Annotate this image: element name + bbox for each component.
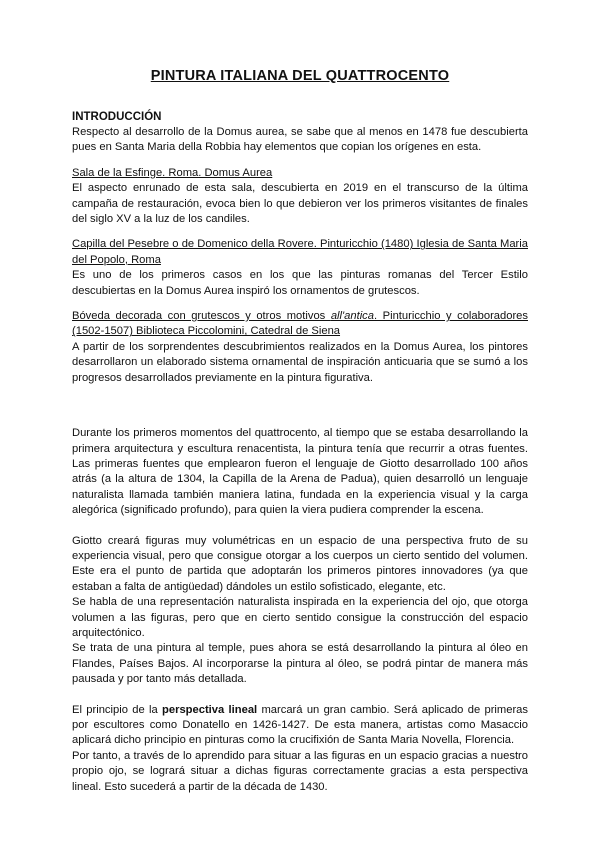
caption-description-capilla-pesebre: Es uno de los primeros casos en los que las pinturas romanas del Tercer Estilo descubiertas en la Domus Aurea inspiró los ornamentos de grutescos. — [72, 269, 528, 297]
body-paragraph-4: Se trata de una pintura al temple, pues ahora se está desarrollando la pintura al óleo en Flandes, Países Bajos. Al incorporarse la pintura al óleo, se podrá pintar de manera más pausada y por tanto más detallada. — [72, 642, 528, 686]
caption-text: . Pinturicchio y colaboradores (1502-1507) Biblioteca Piccolomini, Catedral de Siena — [72, 310, 528, 338]
body-paragraph-2: Giotto creará figuras muy volumétricas en un espacio de una perspectiva fruto de su experiencia visual, pero que consigue otorgar a los cuerpos un cierto sentido del volumen. Este era el punto de partida que adoptarán los primeros pintores innovadores (ya que estaban a falta de antigüedad) dándoles un estilo sofisticado, elegante, etc. — [72, 534, 528, 593]
caption-italic-text: all'antica — [330, 310, 374, 323]
intro-heading: INTRODUCCIÓN — [72, 111, 162, 123]
paragraph-text: El principio de la — [72, 703, 163, 716]
body-paragraph-1: Durante los primeros momentos del quattrocento, al tiempo que se estaba desarrollando la primera arquitectura y escultura renacentista, la pintura tenía que recurrir a otras fuentes. Las primeras fuentes que emplearon fueron el lenguaje de Giotto desarrollado 100 años atrás (a la altura de 1304, la Capilla de la Arena de Padua), quien desarrolló un lenguaje naturalista llamada también maniera latina, fundada en la experiencia visual y la carga alegórica (significado profundo), para quien la viera pudiera comprender la escena. — [72, 427, 528, 517]
page-title: PINTURA ITALIANA DEL QUATTROCENTO — [150, 68, 450, 84]
caption-text: Bóveda decorada con grutescos y otros motivos — [72, 310, 331, 323]
body-paragraph-5 — [72, 703, 528, 749]
intro-paragraph: Respecto al desarrollo de la Domus aurea, se sabe que al menos en 1478 fue descubierta pues en Santa Maria della Robbia hay elementos que copian los orígenes en esta. — [72, 126, 528, 154]
image-caption-boveda-grutescos — [72, 309, 528, 340]
image-caption-sala-esfinge: Sala de la Esfinge. Roma. Domus Aurea — [72, 166, 273, 179]
image-caption-capilla-pesebre: Capilla del Pesebre o de Domenico della Rovere. Pinturicchio (1480) Iglesia de Santa Maria del Popolo, Roma — [72, 238, 528, 266]
body-paragraph-3: Se habla de una representación naturalista inspirada en la experiencia del ojo, que otorga volumen a las figuras, pero que en cierto sentido consigue la construcción del espacio arquitectónico. — [72, 596, 528, 639]
caption-description-boveda-grutescos: A partir de los sorprendentes descubrimientos realizados en la Domus Aurea, los pintores desarrollaron un elaborado sistema ornamental de inspiración anticuaria que se sumó a los progresos desarrollados previamente en la pintura figurativa. — [72, 340, 528, 384]
caption-description-sala-esfinge: El aspecto enrunado de esta sala, descubierta en 2019 en el transcurso de la última campaña de restauración, evoca bien lo que debieron ver los primeros visitantes de finales del siglo XV a la luz de los candiles. — [72, 182, 528, 226]
body-paragraph-6: Por tanto, a través de lo aprendido para situar a las figuras en un espacio gracias a nuestro propio ojo, se logrará situar a dichas figuras correctamente gracias a esta perspectiva lineal. Esto sucederá a partir de la década de 1430. — [72, 749, 528, 793]
bold-term-perspectiva-lineal: perspectiva lineal — [162, 703, 258, 716]
paragraph-text: marcará un gran cambio. Será aplicado de primeras por escultores como Donatello en 1426-1427. De esta manera, artistas como Masaccio aplicará dicho principio en pinturas como la crucifixión de Santa Maria Novella, Florencia. — [72, 703, 528, 747]
